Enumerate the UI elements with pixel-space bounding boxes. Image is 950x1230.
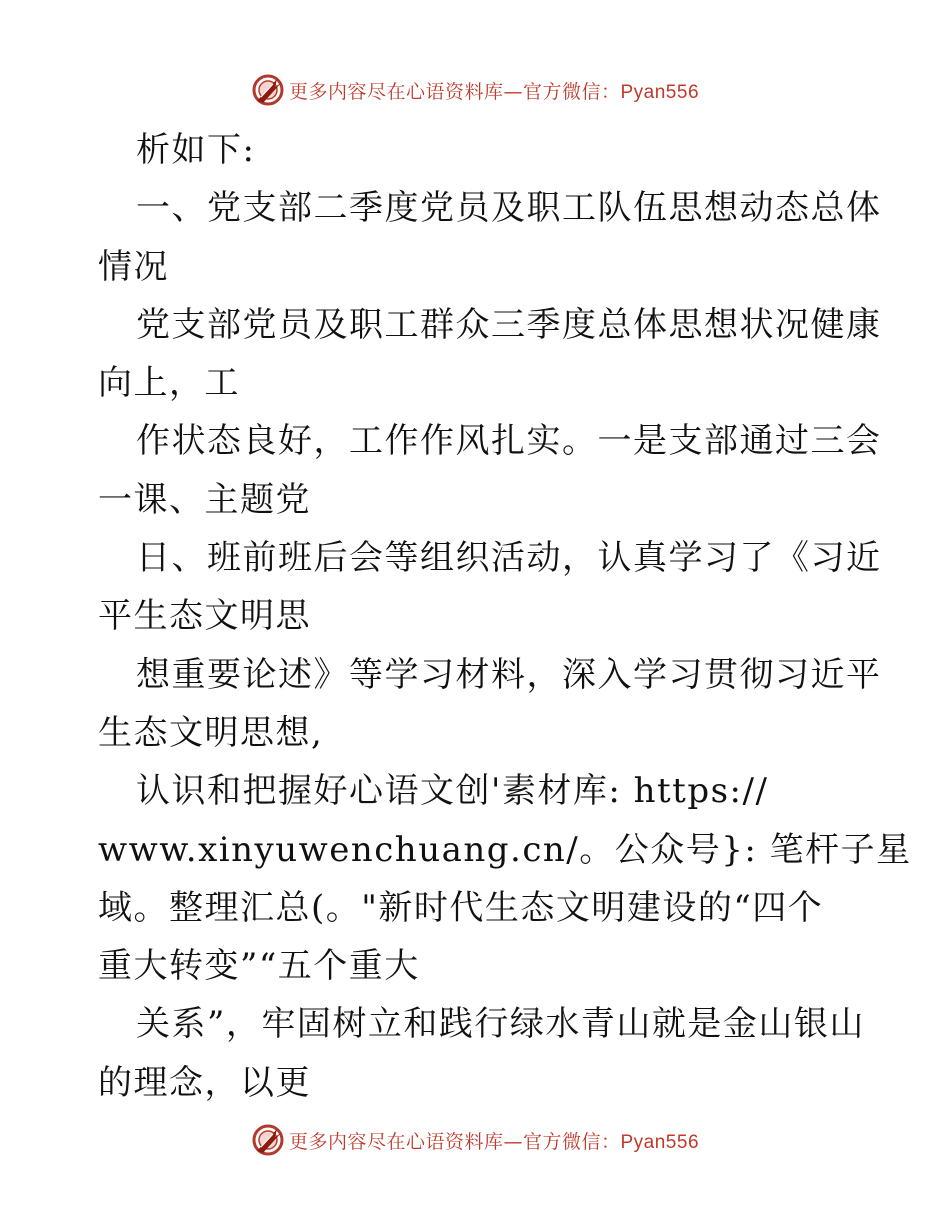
body-line: 向上，工	[98, 363, 240, 404]
body-line: 作状态良好，工作作风扎实。一是支部通过三会	[136, 421, 882, 462]
body-line: 平生态文明思	[98, 596, 311, 637]
body-line: 党支部党员及职工群众三季度总体思想状况健康	[136, 304, 882, 345]
document-body	[98, 121, 912, 1112]
body-line: 域。整理汇总(。"新时代生态文明建设的“四个	[98, 887, 824, 928]
body-line: 一、党支部二季度党员及职工队伍思想动态总体	[136, 188, 882, 229]
body-line: 重大转变”“五个重大	[98, 946, 420, 987]
footer-banner-text: 更多内容尽在心语资料库—官方微信：Pyan556	[288, 1130, 700, 1153]
header-banner	[0, 70, 950, 110]
body-line: 想重要论述》等学习材料，深入学习贯彻习近平	[136, 654, 882, 695]
header-wechat-id: Pyan556	[620, 81, 700, 103]
body-line: www.xinyuwenchuang.cn/。公众号}: 笔杆子星	[98, 829, 912, 870]
body-line: 关系”，牢固树立和践行绿水青山就是金山银山	[136, 1004, 865, 1045]
quill-logo-icon	[251, 73, 285, 107]
body-line: 情况	[98, 246, 169, 287]
body-line: 的理念，以更	[98, 1062, 311, 1103]
body-line: 析如下:	[136, 130, 256, 170]
body-line: 一课、主题党	[98, 479, 311, 520]
body-line: 认识和把握好心语文创'素材库: https://	[136, 771, 769, 812]
footer-wechat-id: Pyan556	[620, 1131, 700, 1153]
quill-logo-icon	[251, 1123, 285, 1157]
header-banner-text: 更多内容尽在心语资料库—官方微信：Pyan556	[288, 80, 700, 103]
body-line: 生态文明思想,	[98, 712, 324, 753]
body-line: 日、班前班后会等组织活动，认真学习了《习近	[136, 538, 882, 579]
footer-banner	[0, 1120, 950, 1160]
